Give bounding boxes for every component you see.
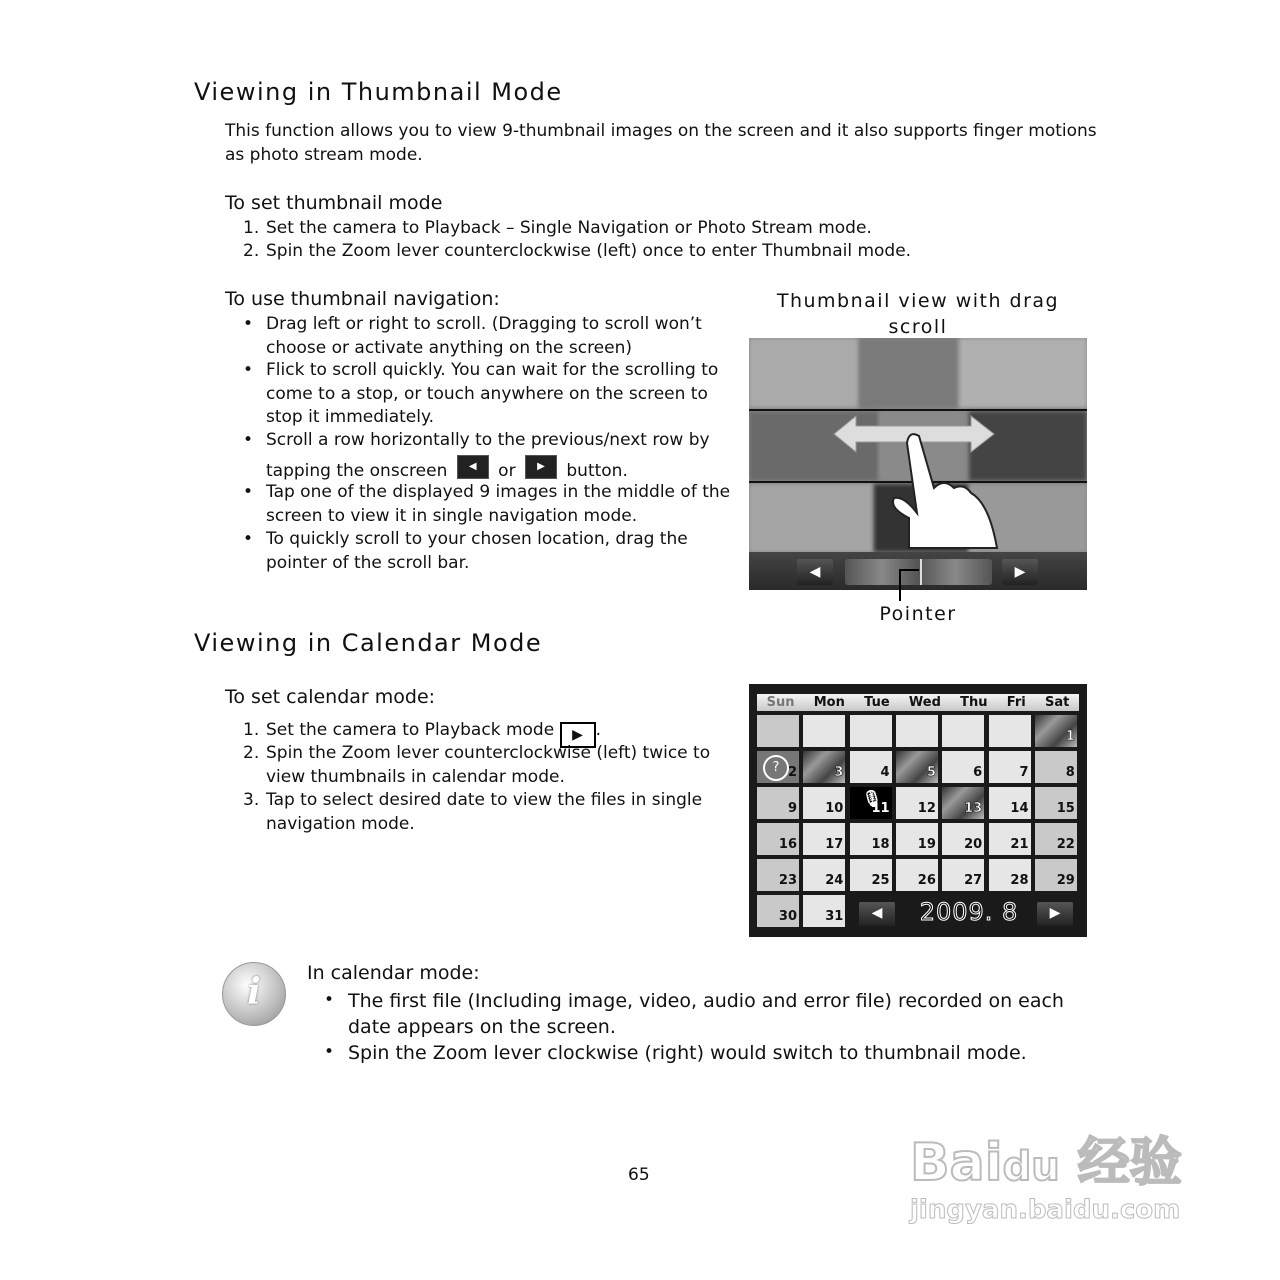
- weekday-label: Sun: [766, 695, 795, 710]
- step-text: Set the camera to Playback – Single Navigation or Photo Stream mode.: [266, 218, 872, 238]
- watermark-logo: Baidu 经验: [910, 1133, 1182, 1193]
- pointer-label: Pointer: [879, 603, 957, 625]
- calendar-day-30[interactable]: 30: [757, 895, 799, 927]
- calendar-day-6[interactable]: 6: [942, 751, 984, 783]
- prev-button-icon: ◀: [457, 455, 489, 479]
- note-bullet: Spin the Zoom lever clockwise (right) would switch to thumbnail mode.: [348, 1042, 1027, 1064]
- watermark-url: jingyan.baidu.com: [910, 1195, 1181, 1225]
- calendar-day-27[interactable]: 27: [942, 859, 984, 891]
- info-icon: i: [222, 962, 286, 1026]
- calendar-day-24[interactable]: 24: [803, 859, 845, 891]
- next-button-icon: ▶: [525, 455, 557, 479]
- calendar-day-19[interactable]: 19: [896, 823, 938, 855]
- calendar-day-7[interactable]: 7: [989, 751, 1031, 783]
- calendar-day-1[interactable]: 1: [1035, 715, 1077, 747]
- calendar-empty-cell: [803, 715, 845, 747]
- note-heading: In calendar mode:: [307, 962, 480, 984]
- calendar-day-9[interactable]: 9: [757, 787, 799, 819]
- month-label: 2009. 8: [919, 898, 1019, 926]
- step-text: Tap to select desired date to view the files in single navigation mode.: [266, 790, 703, 834]
- bullet-text-line2: tapping the onscreen ◀ or ▶ button.: [266, 455, 628, 484]
- calendar-day-18[interactable]: 18: [850, 823, 892, 855]
- section-title-calendar: Viewing in Calendar Mode: [194, 629, 543, 657]
- calendar-day-16[interactable]: 16: [757, 823, 799, 855]
- next-month-button[interactable]: ▶: [1037, 902, 1073, 926]
- calendar-day-15[interactable]: 15: [1035, 787, 1077, 819]
- drag-hand-icon: [749, 338, 1087, 552]
- calendar-day-2[interactable]: ? 2: [757, 751, 799, 783]
- calendar-day-13[interactable]: 13: [942, 787, 984, 819]
- scroll-pointer[interactable]: [920, 559, 922, 585]
- calendar-day-17[interactable]: 17: [803, 823, 845, 855]
- microphone-icon: 🎙: [861, 789, 882, 808]
- next-row-button[interactable]: ▶: [1002, 559, 1038, 585]
- bullet-text: Drag left or right to scroll. (Dragging to scroll won’t choose or activate anything on the screen): [266, 314, 702, 358]
- calendar-day-4[interactable]: 4: [850, 751, 892, 783]
- use-thumbnail-heading: To use thumbnail navigation:: [225, 288, 500, 310]
- scroll-bar[interactable]: [749, 552, 1087, 590]
- calendar-view-figure: [749, 684, 1087, 937]
- prev-month-button[interactable]: ◀: [859, 902, 895, 926]
- calendar-day-11[interactable]: 🎙 11: [850, 787, 892, 819]
- playback-icon: ▶: [560, 722, 596, 748]
- bullet-text: To quickly scroll to your chosen location, drag the pointer of the scroll bar.: [266, 529, 688, 573]
- weekday-label: Tue: [864, 695, 890, 710]
- weekday-label: Sat: [1044, 695, 1070, 710]
- calendar-day-3[interactable]: 3: [803, 751, 845, 783]
- step-number: 1.: [243, 218, 260, 238]
- calendar-day-22[interactable]: 22: [1035, 823, 1077, 855]
- step-number: 2.: [243, 241, 260, 261]
- page-number: 65: [628, 1165, 650, 1185]
- calendar-day-5[interactable]: 5: [896, 751, 938, 783]
- calendar-day-28[interactable]: 28: [989, 859, 1031, 891]
- weekday-label: Mon: [813, 695, 845, 710]
- note-bullet: The first file (Including image, video, audio and error file) recorded on each date appears on the screen.: [348, 990, 1064, 1038]
- intro-text: This function allows you to view 9-thumbnail images on the screen and it also supports finger motions as photo stream mode.: [225, 121, 1097, 165]
- bullet-text: Tap one of the displayed 9 images in the middle of the screen to view it in single navigation mode.: [266, 482, 731, 526]
- manual-page: Viewing in Thumbnail Mode This function allows you to view 9-thumbnail images on the screen and it also supports finger motions as photo stream mode. To set thumbnail mode 1. Set the camera to Playback – Single Navigation or Photo Stream mode. 2. Spin the Zoom lever counterclockwise (left) once to enter Thumbnail mode. To use thumbnail navigation: • Drag left or right to scroll. (Dragging to scroll won’t choose or activate anything on the screen) • Flick to scroll quickly. You can wait for the scrolling to come to a stop, or touch anywhere on the screen to stop it immediately. • Scroll a row horizontally to the previous/next row by tapping the onscreen ◀ or ▶ button. • Tap one of the displayed 9 images in the middle of the screen to view it in single navigation mode. • To quickly scroll to your chosen location, drag the pointer of the scroll bar. Thumbnail view with drag scroll ◀ ▶ Pointer Viewing in Calendar Mode To set calendar mode: 1. Set the camera to Playback mode ▶ . 2. Spin the Zoom lever counterclockwise (left) twice to view thumbnails in calendar mode. 3. Tap to select desired date to view the files in single navigation mode. Sun Mon Tue Wed Thu Fri Sat 1 ? 2 3 4 5 6 7 8 9 10 🎙 11 12 13 14 15 16 17 18 19 20 21 22 23 24 25 26 27 28 29 30 31 ◀ 2009. 8 ▶ i In calendar mode: • The first file (Including image, video, audio and error file) recorded on each date appears on the screen. • Spin the Zoom lever clockwise (right) would switch to thumbnail mode. 65 Baidu 经验 jingyan.baidu.com: [0, 0, 1280, 1280]
- calendar-day-20[interactable]: 20: [942, 823, 984, 855]
- calendar-empty-cell: [896, 715, 938, 747]
- calendar-day-31[interactable]: 31: [803, 895, 845, 927]
- calendar-day-10[interactable]: 10: [803, 787, 845, 819]
- calendar-day-23[interactable]: 23: [757, 859, 799, 891]
- weekday-label: Thu: [960, 695, 988, 710]
- step-text: Set the camera to Playback mode: [266, 720, 555, 740]
- calendar-empty-cell: [989, 715, 1031, 747]
- calendar-empty-cell: [850, 715, 892, 747]
- error-file-icon: ?: [763, 755, 789, 781]
- prev-row-button[interactable]: ◀: [797, 559, 833, 585]
- calendar-day-26[interactable]: 26: [896, 859, 938, 891]
- figure-caption: Thumbnail view with drag scroll: [776, 290, 1060, 338]
- bullet-text: Scroll a row horizontally to the previous/next row by: [266, 430, 710, 450]
- calendar-empty-cell: [757, 715, 799, 747]
- weekday-header: [757, 694, 1079, 711]
- set-thumbnail-heading: To set thumbnail mode: [225, 192, 443, 214]
- step-text: Spin the Zoom lever counterclockwise (left) once to enter Thumbnail mode.: [266, 241, 912, 261]
- bullet-text: Flick to scroll quickly. You can wait for the scrolling to come to a stop, or touch anywhere on the screen to stop it immediately.: [266, 360, 719, 427]
- set-calendar-heading: To set calendar mode:: [225, 686, 436, 708]
- calendar-empty-cell: [942, 715, 984, 747]
- scroll-track[interactable]: [845, 559, 992, 585]
- calendar-day-21[interactable]: 21: [989, 823, 1031, 855]
- section-title-thumbnail: Viewing in Thumbnail Mode: [194, 78, 563, 106]
- weekday-label: Wed: [908, 695, 941, 710]
- weekday-label: Fri: [1006, 695, 1026, 710]
- thumbnail-view-figure: [749, 338, 1087, 590]
- calendar-day-12[interactable]: 12: [896, 787, 938, 819]
- calendar-day-25[interactable]: 25: [850, 859, 892, 891]
- step-text: Spin the Zoom lever counterclockwise (left) twice to view thumbnails in calendar mode.: [266, 743, 711, 787]
- calendar-day-14[interactable]: 14: [989, 787, 1031, 819]
- calendar-day-29[interactable]: 29: [1035, 859, 1077, 891]
- calendar-day-8[interactable]: 8: [1035, 751, 1077, 783]
